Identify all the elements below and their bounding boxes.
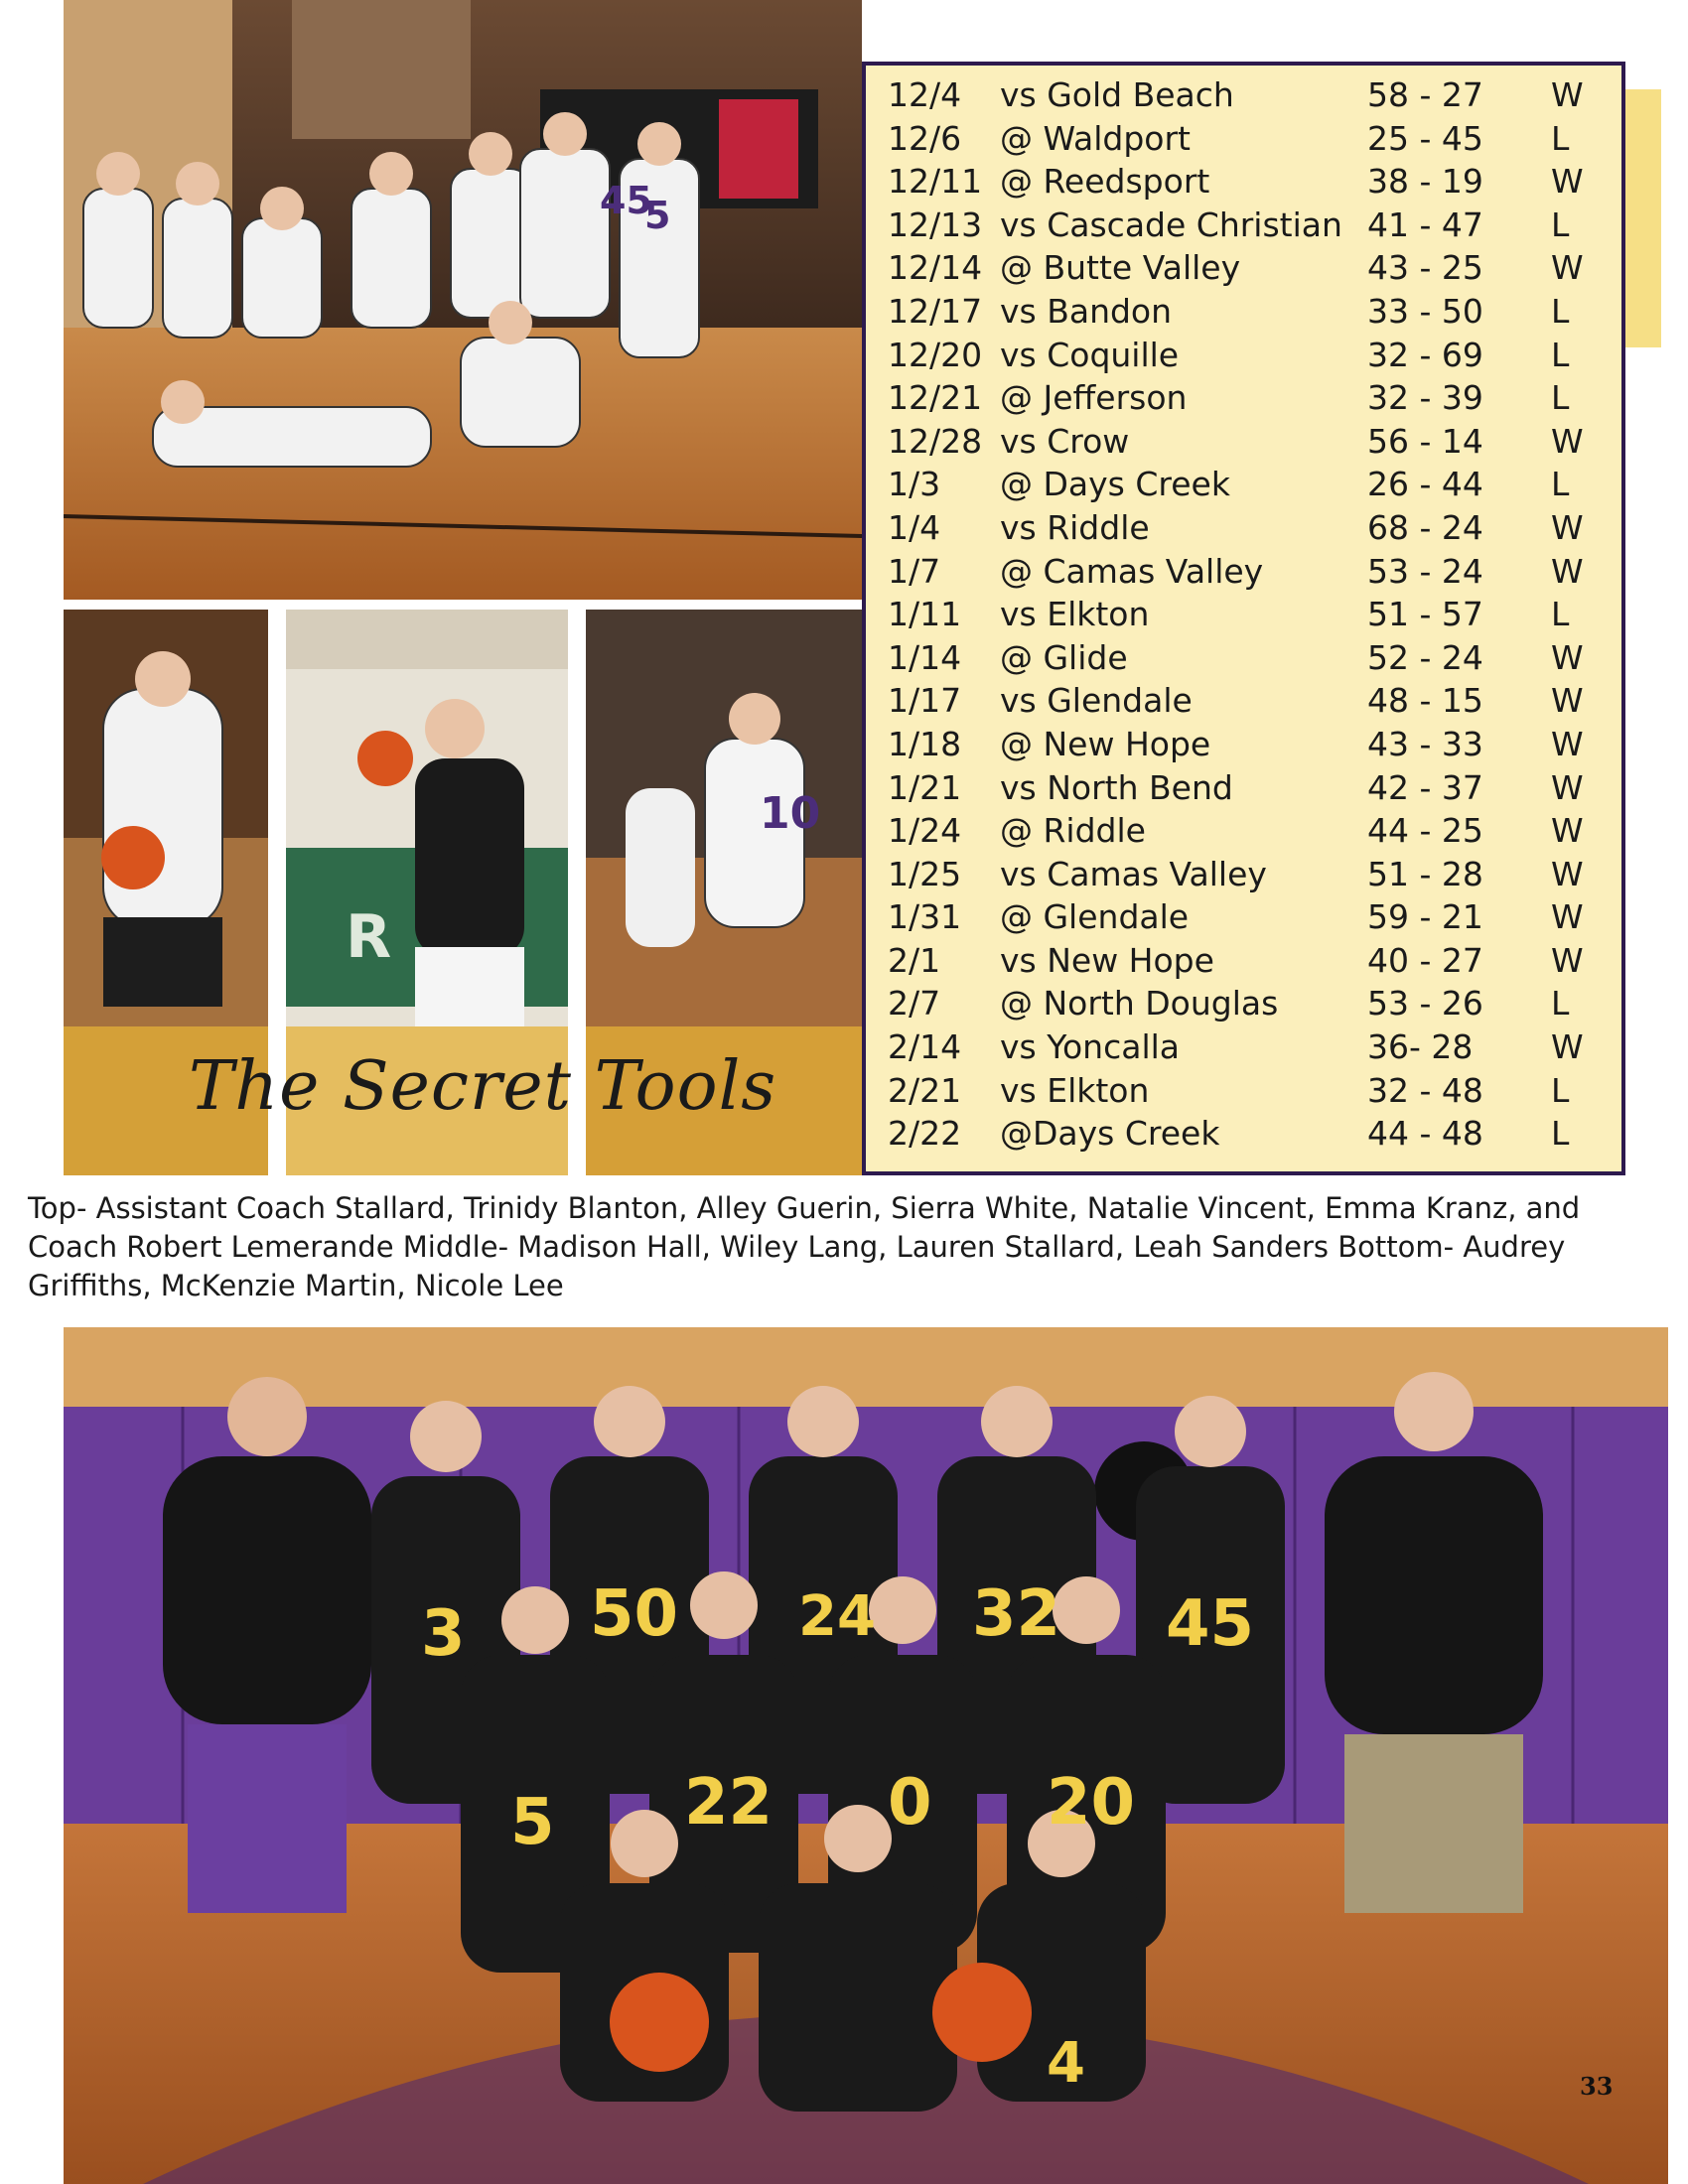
game-score: 44 - 25: [1367, 811, 1483, 851]
game-date: 12/6: [888, 118, 962, 158]
game-result: L: [1551, 205, 1570, 244]
game-result: W: [1551, 897, 1584, 937]
game-score: 48 - 15: [1367, 681, 1483, 721]
game-score: 36- 28: [1367, 1027, 1474, 1067]
svg-text:R: R: [346, 902, 392, 972]
game-score: 44 - 48: [1367, 1114, 1483, 1154]
schedule-row: [866, 246, 1621, 290]
game-date: 12/17: [888, 291, 983, 331]
game-opponent: @ Riddle: [1000, 811, 1146, 851]
svg-text:5: 5: [644, 194, 671, 237]
game-result: L: [1551, 1070, 1570, 1110]
svg-text:0: 0: [888, 1766, 932, 1840]
game-score: 53 - 24: [1367, 551, 1483, 591]
game-date: 1/17: [888, 681, 962, 721]
game-opponent: vs Crow: [1000, 421, 1130, 461]
schedule-row: [866, 982, 1621, 1025]
game-score: 32 - 48: [1367, 1070, 1483, 1110]
game-score: 68 - 24: [1367, 507, 1483, 547]
game-date: 12/14: [888, 248, 983, 288]
game-result: L: [1551, 291, 1570, 331]
game-result: W: [1551, 1027, 1584, 1067]
svg-text:22: 22: [684, 1766, 774, 1840]
schedule-row: [866, 679, 1621, 723]
game-result: W: [1551, 767, 1584, 807]
game-opponent: @ Butte Valley: [1000, 248, 1241, 288]
game-date: 12/4: [888, 75, 962, 114]
game-date: 1/4: [888, 507, 941, 547]
game-score: 38 - 19: [1367, 162, 1483, 202]
game-score: 33 - 50: [1367, 291, 1483, 331]
svg-text:24: 24: [798, 1584, 876, 1649]
game-result: L: [1551, 378, 1570, 418]
game-date: 12/21: [888, 378, 983, 418]
game-date: 1/7: [888, 551, 941, 591]
schedule-row: [866, 853, 1621, 896]
game-result: L: [1551, 465, 1570, 504]
game-score: 41 - 47: [1367, 205, 1483, 244]
game-opponent: @ Jefferson: [1000, 378, 1188, 418]
game-score: 32 - 69: [1367, 335, 1483, 374]
schedule-row: [866, 204, 1621, 247]
game-opponent: vs Elkton: [1000, 595, 1150, 634]
game-score: 25 - 45: [1367, 118, 1483, 158]
game-score: 52 - 24: [1367, 637, 1483, 677]
schedule-table: [862, 62, 1625, 1175]
game-date: 2/14: [888, 1027, 962, 1067]
schedule-row: [866, 290, 1621, 334]
game-date: 12/28: [888, 421, 983, 461]
game-opponent: vs Riddle: [1000, 507, 1150, 547]
game-opponent: @ Camas Valley: [1000, 551, 1264, 591]
game-date: 1/14: [888, 637, 962, 677]
game-opponent: @ Glide: [1000, 637, 1128, 677]
decorative-stripe: [1625, 89, 1661, 347]
schedule-row: [866, 506, 1621, 550]
game-score: 40 - 27: [1367, 940, 1483, 980]
game-opponent: vs North Bend: [1000, 767, 1233, 807]
game-result: W: [1551, 75, 1584, 114]
game-score: 59 - 21: [1367, 897, 1483, 937]
game-date: 12/11: [888, 162, 983, 202]
schedule-row: [866, 593, 1621, 636]
photo-caption: Top- Assistant Coach Stallard, Trinidy Blanton, Alley Guerin, Sierra White, Natalie Vincent, Emma Kranz, and Coach Robert Lemerande Middle- Madison Hall, Wiley Lang, Lauren Stallard, Leah Sanders Bottom- Audrey Griffiths, McKenzie Martin, Nicole Lee: [28, 1191, 1581, 1302]
game-result: W: [1551, 507, 1584, 547]
svg-text:3: 3: [421, 1597, 466, 1671]
game-opponent: vs Yoncalla: [1000, 1027, 1181, 1067]
svg-text:45: 45: [600, 179, 652, 222]
game-result: W: [1551, 162, 1584, 202]
schedule-row: [866, 550, 1621, 594]
game-date: 1/18: [888, 724, 962, 763]
team-portrait-photo: [64, 1327, 1668, 2184]
game-score: 32 - 39: [1367, 378, 1483, 418]
game-opponent: vs Coquille: [1000, 335, 1180, 374]
schedule-row: [866, 463, 1621, 506]
game-score: 26 - 44: [1367, 465, 1483, 504]
game-score: 42 - 37: [1367, 767, 1483, 807]
game-date: 1/24: [888, 811, 962, 851]
game-opponent: @Days Creek: [1000, 1114, 1220, 1154]
game-result: W: [1551, 248, 1584, 288]
schedule-row: [866, 420, 1621, 464]
schedule-row: [866, 723, 1621, 766]
game-opponent: vs New Hope: [1000, 940, 1214, 980]
game-result: W: [1551, 551, 1584, 591]
game-opponent: @ Glendale: [1000, 897, 1190, 937]
game-opponent: vs Cascade Christian: [1000, 205, 1342, 244]
svg-text:50: 50: [590, 1577, 679, 1651]
game-score: 51 - 57: [1367, 595, 1483, 634]
svg-text:10: 10: [760, 788, 821, 839]
script-title: The Secret Tools: [189, 1047, 777, 1126]
game-score: 43 - 25: [1367, 248, 1483, 288]
game-opponent: vs Gold Beach: [1000, 75, 1234, 114]
schedule-row: [866, 1112, 1621, 1156]
game-date: 1/25: [888, 854, 962, 893]
schedule-row: [866, 766, 1621, 810]
schedule-row: [866, 376, 1621, 420]
game-score: 51 - 28: [1367, 854, 1483, 893]
game-date: 1/31: [888, 897, 962, 937]
team-celebration-photo: [64, 0, 862, 600]
game-date: 12/13: [888, 205, 983, 244]
game-result: W: [1551, 681, 1584, 721]
game-opponent: vs Elkton: [1000, 1070, 1150, 1110]
schedule-row: [866, 1069, 1621, 1113]
game-date: 2/22: [888, 1114, 962, 1154]
svg-text:5: 5: [510, 1786, 555, 1859]
schedule-row: [866, 160, 1621, 204]
game-result: W: [1551, 637, 1584, 677]
game-result: W: [1551, 724, 1584, 763]
svg-text:20: 20: [1047, 1766, 1136, 1840]
game-opponent: @ North Douglas: [1000, 984, 1279, 1024]
game-result: L: [1551, 335, 1570, 374]
game-date: 2/21: [888, 1070, 962, 1110]
game-result: W: [1551, 421, 1584, 461]
game-date: 1/3: [888, 465, 941, 504]
svg-text:4: 4: [1047, 2031, 1085, 2096]
page-number: 33: [1580, 2072, 1614, 2101]
schedule-row: [866, 1025, 1621, 1069]
schedule-row: [866, 117, 1621, 161]
svg-text:32: 32: [972, 1577, 1061, 1651]
game-result: L: [1551, 984, 1570, 1024]
schedule-row: [866, 895, 1621, 939]
schedule-row: [866, 73, 1621, 117]
game-score: 58 - 27: [1367, 75, 1483, 114]
game-opponent: vs Camas Valley: [1000, 854, 1267, 893]
game-score: 56 - 14: [1367, 421, 1483, 461]
schedule-row: [866, 809, 1621, 853]
game-date: 1/11: [888, 595, 962, 634]
game-result: L: [1551, 118, 1570, 158]
game-result: W: [1551, 811, 1584, 851]
game-score: 43 - 33: [1367, 724, 1483, 763]
game-score: 53 - 26: [1367, 984, 1483, 1024]
schedule-row: [866, 636, 1621, 680]
game-result: L: [1551, 1114, 1570, 1154]
game-date: 2/7: [888, 984, 941, 1024]
game-opponent: vs Glendale: [1000, 681, 1193, 721]
game-date: 2/1: [888, 940, 941, 980]
game-opponent: @ Waldport: [1000, 118, 1191, 158]
game-result: W: [1551, 854, 1584, 893]
svg-text:45: 45: [1166, 1587, 1255, 1661]
game-opponent: @ Days Creek: [1000, 465, 1230, 504]
game-opponent: @ New Hope: [1000, 724, 1211, 763]
game-result: W: [1551, 940, 1584, 980]
game-result: L: [1551, 595, 1570, 634]
game-opponent: @ Reedsport: [1000, 162, 1210, 202]
game-date: 1/21: [888, 767, 962, 807]
game-opponent: vs Bandon: [1000, 291, 1173, 331]
schedule-row: [866, 334, 1621, 377]
schedule-row: [866, 939, 1621, 983]
game-date: 12/20: [888, 335, 983, 374]
